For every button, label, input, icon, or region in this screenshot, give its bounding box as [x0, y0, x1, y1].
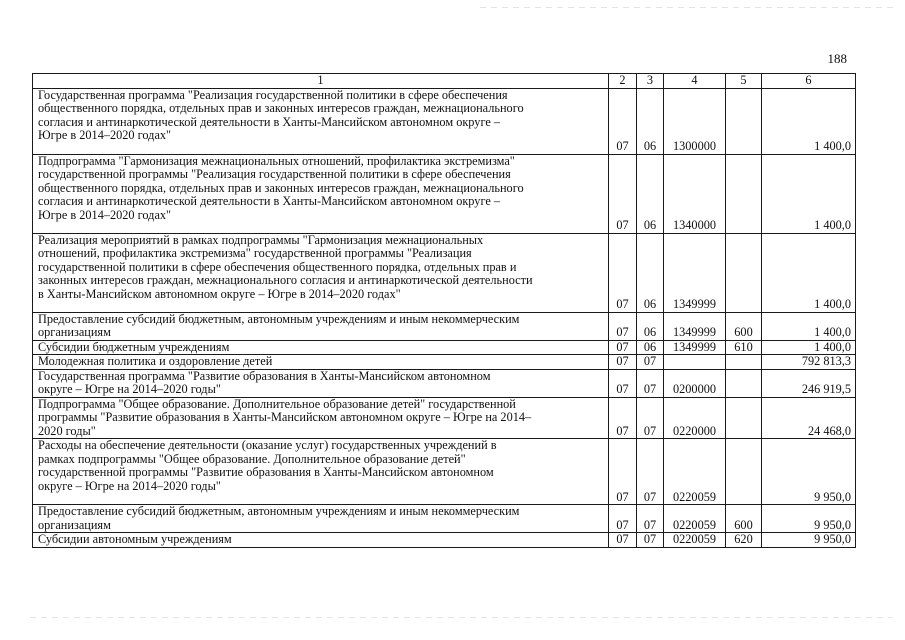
cell-name: Молодежная политика и оздоровление детей: [33, 355, 609, 370]
cell-section: 07: [609, 88, 637, 154]
page-number: 188: [827, 51, 847, 66]
cell-expense-type: 620: [726, 533, 762, 548]
table-row: [33, 533, 856, 548]
table-row: [33, 154, 856, 233]
column-header-subsection: 3: [637, 74, 664, 89]
cell-amount: 792 813,3: [762, 355, 856, 370]
table-row: [33, 355, 856, 370]
cell-amount: 246 919,5: [762, 369, 856, 397]
cell-expense-type: [726, 88, 762, 154]
cell-amount: 9 950,0: [762, 533, 856, 548]
cell-section: 07: [609, 505, 637, 533]
cell-section: 07: [609, 369, 637, 397]
cell-expense-type: [726, 355, 762, 370]
cell-amount: 1 400,0: [762, 233, 856, 312]
cell-target-code: 1349999: [664, 340, 726, 355]
cell-subsection: 06: [637, 312, 664, 340]
cell-amount: 1 400,0: [762, 154, 856, 233]
cell-name: Предоставление субсидий бюджетным, автономным учреждениям и иным некоммерческим организациям: [33, 505, 609, 533]
cell-name: Предоставление субсидий бюджетным, автономным учреждениям и иным некоммерческим организациям: [33, 312, 609, 340]
cell-section: 07: [609, 340, 637, 355]
column-header-expense-type: 5: [726, 74, 762, 89]
cell-name: Подпрограмма "Общее образование. Дополнительное образование детей" государственной программы "Развитие образования в Ханты-Мансийском автономном округе – Югре на 2014– 2020 годы": [33, 397, 609, 439]
table-row: [33, 505, 856, 533]
cell-subsection: 06: [637, 154, 664, 233]
cell-subsection: 06: [637, 233, 664, 312]
cell-target-code: [664, 355, 726, 370]
cell-subsection: 07: [637, 369, 664, 397]
table-row: [33, 340, 856, 355]
cell-section: 07: [609, 397, 637, 439]
table-row: [33, 439, 856, 505]
cell-section: 07: [609, 233, 637, 312]
cell-amount: 1 400,0: [762, 88, 856, 154]
cell-name: Подпрограмма "Гармонизация межнациональных отношений, профилактика экстремизма" государственной программы "Реализация государственной политики в сфере обеспечения общественного порядка, отдельных прав и законных интересов граждан, межнационального согласия и антинаркотической деятельности в Ханты-Мансийском автономном округе – Югре в 2014–2020 годах": [33, 154, 609, 233]
column-header-section: 2: [609, 74, 637, 89]
column-header-amount: 6: [762, 74, 856, 89]
cell-name: Реализация мероприятий в рамках подпрограммы "Гармонизация межнациональных отношений, профилактика экстремизма" государственной программы "Реализация государственной политики в сфере обеспечения общественного порядка, отдельных прав и законных интересов граждан, межнационального согласия и антинаркотической деятельности в Ханты-Мансийском автономном округе – Югре в 2014–2020 годах": [33, 233, 609, 312]
cell-name: Субсидии автономным учреждениям: [33, 533, 609, 548]
cell-target-code: 0220059: [664, 439, 726, 505]
cell-expense-type: 600: [726, 505, 762, 533]
cell-target-code: 0220059: [664, 505, 726, 533]
cell-name: Расходы на обеспечение деятельности (оказание услуг) государственных учреждений в рамках подпрограммы "Общее образование. Дополнительное образование детей" государственной программы "Развитие образования в Ханты-Мансийском автономном округе – Югре на 2014–2020 годы": [33, 439, 609, 505]
cell-expense-type: 600: [726, 312, 762, 340]
cell-target-code: 1349999: [664, 312, 726, 340]
table-row: [33, 369, 856, 397]
cell-subsection: 06: [637, 88, 664, 154]
budget-table: [32, 73, 856, 548]
cell-target-code: 0220000: [664, 397, 726, 439]
cell-target-code: 1300000: [664, 88, 726, 154]
cell-amount: 1 400,0: [762, 312, 856, 340]
cell-subsection: 06: [637, 340, 664, 355]
cell-expense-type: [726, 397, 762, 439]
cell-expense-type: [726, 154, 762, 233]
cell-section: 07: [609, 355, 637, 370]
cell-subsection: 07: [637, 355, 664, 370]
cell-amount: 9 950,0: [762, 439, 856, 505]
scan-artifact-bottom: [30, 617, 893, 618]
cell-expense-type: 610: [726, 340, 762, 355]
table-header-row: [33, 74, 856, 89]
cell-subsection: 07: [637, 439, 664, 505]
table-body: [33, 88, 856, 547]
cell-name: Государственная программа "Реализация государственной политики в сфере обеспечения общественного порядка, отдельных прав и законных интересов граждан, межнационального согласия и антинаркотической деятельности в Ханты-Мансийском автономном округе – Югре в 2014–2020 годах": [33, 88, 609, 154]
cell-name: Государственная программа "Развитие образования в Ханты-Мансийском автономном округе – Югре на 2014–2020 годы": [33, 369, 609, 397]
table-row: [33, 88, 856, 154]
cell-target-code: 1349999: [664, 233, 726, 312]
column-header-target-code: 4: [664, 74, 726, 89]
cell-section: 07: [609, 312, 637, 340]
cell-amount: 1 400,0: [762, 340, 856, 355]
cell-subsection: 07: [637, 505, 664, 533]
cell-expense-type: [726, 369, 762, 397]
cell-amount: 9 950,0: [762, 505, 856, 533]
column-header-name: 1: [33, 74, 609, 89]
cell-subsection: 07: [637, 533, 664, 548]
cell-target-code: 1340000: [664, 154, 726, 233]
scan-artifact-top: [480, 7, 893, 8]
table-row: [33, 397, 856, 439]
cell-section: 07: [609, 154, 637, 233]
cell-section: 07: [609, 533, 637, 548]
cell-expense-type: [726, 439, 762, 505]
table-row: [33, 312, 856, 340]
cell-expense-type: [726, 233, 762, 312]
cell-name: Субсидии бюджетным учреждениям: [33, 340, 609, 355]
cell-target-code: 0200000: [664, 369, 726, 397]
cell-subsection: 07: [637, 397, 664, 439]
cell-target-code: 0220059: [664, 533, 726, 548]
cell-amount: 24 468,0: [762, 397, 856, 439]
cell-section: 07: [609, 439, 637, 505]
table-row: [33, 233, 856, 312]
